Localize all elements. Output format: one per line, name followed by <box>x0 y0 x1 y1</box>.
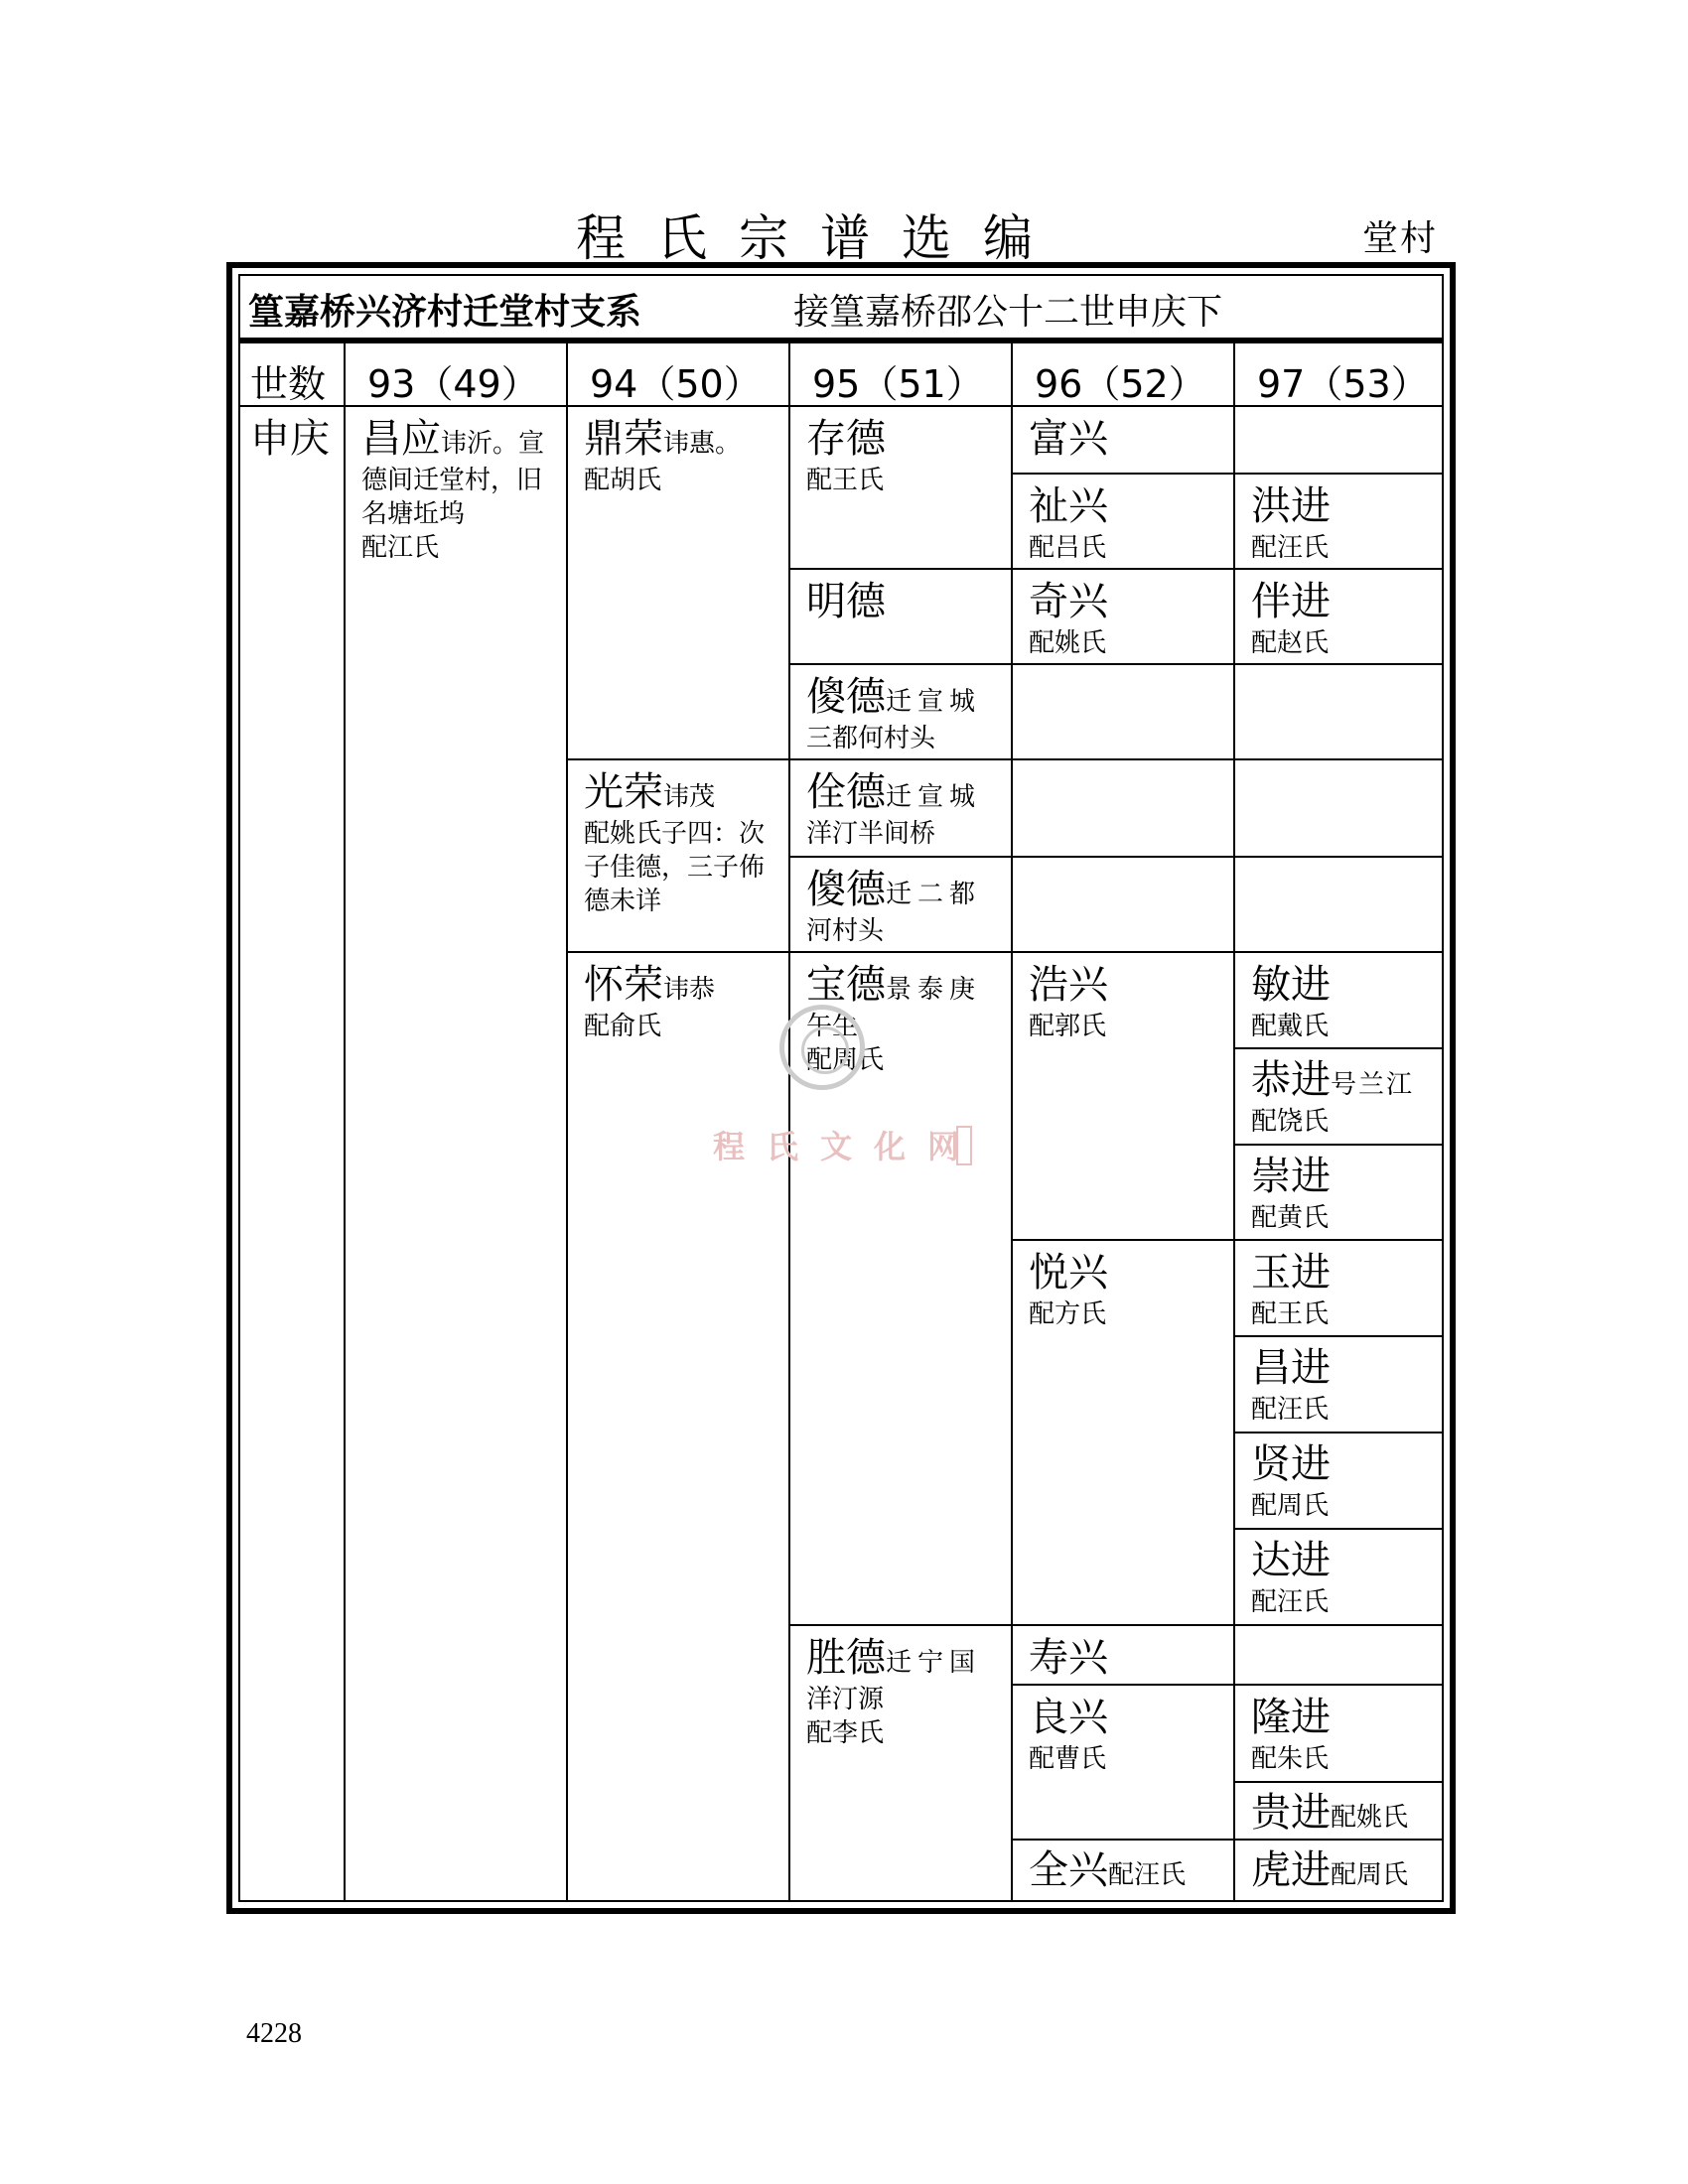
person-spouse: 配汪氏 <box>1251 533 1330 563</box>
person-spouse: 配朱氏 <box>1251 1744 1330 1774</box>
person-note: 洋汀半间桥 <box>806 819 936 849</box>
gen97-entry <box>1251 1151 1440 1236</box>
person-name: 昌进 <box>1251 1345 1331 1391</box>
person-name: 崇进 <box>1251 1154 1331 1199</box>
person-note: 洋汀源 <box>806 1685 885 1714</box>
place-label: 堂村 <box>1362 218 1439 259</box>
person-name: 祉兴 <box>1029 483 1108 529</box>
person-spouse: 配周氏 <box>1251 1491 1330 1521</box>
person-name: 恭进 <box>1251 1057 1331 1103</box>
person-note: 德间迁堂村，旧 <box>361 466 543 495</box>
gen96-entry <box>1029 576 1227 661</box>
person-note: 迁宣城 <box>886 687 982 717</box>
gen97-entry <box>1251 1692 1440 1777</box>
person-name: 伴进 <box>1251 579 1331 624</box>
gen96-entry <box>1029 1692 1227 1777</box>
person-name: 昌应 <box>361 416 441 462</box>
person-note: 德未详 <box>584 886 662 916</box>
person-note: 迁二都 <box>886 880 982 909</box>
person-name: 明德 <box>806 579 886 624</box>
person-name: 富兴 <box>1029 416 1108 462</box>
person-name: 傻德 <box>806 867 886 912</box>
person-spouse: 配姚氏 <box>1029 628 1107 658</box>
person-name: 贵进 <box>1251 1790 1331 1836</box>
person-note: 号兰江 <box>1331 1070 1415 1100</box>
gen97-entry <box>1251 576 1440 661</box>
column-header-95: 95（51） <box>812 362 984 406</box>
gen93-entry <box>361 413 560 565</box>
person-note: 讳惠。 <box>663 429 742 459</box>
person-note: 河村头 <box>806 916 885 946</box>
person-spouse: 配赵氏 <box>1251 628 1330 658</box>
gen96-entry <box>1029 959 1227 1044</box>
person-name: 鼎荣 <box>584 416 663 462</box>
person-name: 胜德 <box>806 1635 886 1681</box>
person-spouse: 配俞氏 <box>584 1012 662 1041</box>
person-name: 怀荣 <box>584 962 663 1008</box>
person-spouse: 配汪氏 <box>1251 1587 1330 1617</box>
person-spouse: 配周氏 <box>806 1044 885 1075</box>
person-spouse: 配郭氏 <box>1029 1012 1107 1041</box>
branch-header <box>238 274 1444 343</box>
person-note: 名塘坵坞 <box>361 498 466 529</box>
page-title: 程氏宗谱选编 <box>576 209 1064 267</box>
person-name: 隆进 <box>1251 1695 1331 1740</box>
person-name: 敏进 <box>1251 962 1331 1008</box>
person-spouse: 配黄氏 <box>1251 1203 1330 1233</box>
person-note: 三都何村头 <box>806 724 936 753</box>
person-name: 宝德 <box>806 962 886 1008</box>
gen97-entry <box>1251 1438 1440 1524</box>
person-name: 良兴 <box>1029 1695 1108 1740</box>
person-note: 迁宁国 <box>886 1648 982 1678</box>
person-name: 傻德 <box>806 674 886 720</box>
person-note: 讳恭 <box>663 975 716 1005</box>
person-spouse: 配王氏 <box>806 466 885 495</box>
column-header-96: 96（52） <box>1035 362 1206 406</box>
column-header-93: 93（49） <box>367 362 539 406</box>
person-note: 迁宣城 <box>886 782 982 812</box>
gen96-entry <box>1029 413 1227 465</box>
gen97-entry <box>1251 1342 1440 1428</box>
person-name: 佺德 <box>806 769 886 815</box>
gen95-entry <box>806 413 1005 498</box>
person-note: 讳茂 <box>663 782 716 812</box>
watermark-stamp-icon <box>956 1126 972 1165</box>
person-note: 子佳德，三子佈 <box>584 852 766 883</box>
gen97-entry <box>1251 1247 1440 1332</box>
person-spouse: 配李氏 <box>806 1717 885 1748</box>
person-spouse: 配方氏 <box>1029 1299 1107 1329</box>
gen96-entry <box>1029 1632 1227 1684</box>
gen96-entry <box>1029 1844 1237 1896</box>
person-spouse: 配王氏 <box>1251 1299 1330 1329</box>
person-name: 达进 <box>1251 1538 1331 1583</box>
gen97-entry <box>1251 1844 1446 1896</box>
gen95-entry <box>806 766 1005 852</box>
person-spouse: 配汪氏 <box>1108 1860 1187 1890</box>
person-note: 配姚氏子四：次 <box>584 819 766 849</box>
gen97-entry <box>1251 480 1440 566</box>
person-spouse: 配戴氏 <box>1251 1012 1330 1041</box>
person-name: 玉进 <box>1251 1250 1331 1296</box>
person-name: 贤进 <box>1251 1441 1331 1487</box>
watermark-text: 程氏文化网 <box>713 1128 982 1165</box>
ancestor-name: 申庆 <box>250 416 330 462</box>
gen96-entry <box>1029 480 1227 566</box>
watermark-seal-icon <box>779 1005 865 1090</box>
person-spouse: 配汪氏 <box>1251 1395 1330 1425</box>
person-name: 虎进 <box>1251 1847 1331 1893</box>
person-name: 奇兴 <box>1029 579 1108 624</box>
gen97-entry <box>1251 1787 1446 1839</box>
person-spouse: 配姚氏 <box>1331 1803 1409 1833</box>
person-spouse: 配江氏 <box>361 532 440 563</box>
person-note: 午生 <box>806 1012 859 1041</box>
person-spouse: 配周氏 <box>1331 1860 1409 1890</box>
gen96-entry <box>1029 1247 1227 1332</box>
gen97-entry <box>1251 959 1440 1044</box>
person-note: 景泰庚 <box>886 975 982 1005</box>
person-spouse: 配饶氏 <box>1251 1107 1330 1137</box>
person-name: 寿兴 <box>1029 1635 1108 1681</box>
person-spouse: 配曹氏 <box>1029 1744 1107 1774</box>
column-header-generation: 世数 <box>250 362 327 406</box>
ancestor-cell <box>250 413 340 465</box>
person-note: 讳沂。宣 <box>441 429 545 459</box>
column-header-97: 97（53） <box>1257 362 1429 406</box>
gen94-entry <box>584 413 782 498</box>
person-spouse: 配吕氏 <box>1029 533 1107 563</box>
column-header-94: 94（50） <box>590 362 762 406</box>
person-name: 浩兴 <box>1029 962 1108 1008</box>
gen97-entry <box>1251 1054 1446 1140</box>
gen95-entry <box>806 864 1005 949</box>
page-number: 4228 <box>246 2018 302 2049</box>
branch-title: 篁嘉桥兴济村迁堂村支系 <box>248 292 642 333</box>
person-name: 存德 <box>806 416 886 462</box>
person-name: 洪进 <box>1251 483 1331 529</box>
person-spouse: 配胡氏 <box>584 466 662 495</box>
person-name: 全兴 <box>1029 1847 1108 1893</box>
gen94-entry <box>584 959 782 1044</box>
person-name: 光荣 <box>584 769 663 815</box>
gen97-entry <box>1251 1535 1440 1620</box>
gen95-entry <box>806 1632 1005 1751</box>
gen94-entry <box>584 766 782 918</box>
gen95-entry <box>806 576 1005 627</box>
branch-note: 接篁嘉桥邵公十二世申庆下 <box>793 292 1223 333</box>
person-name: 悦兴 <box>1029 1250 1108 1296</box>
gen95-entry <box>806 671 1005 756</box>
